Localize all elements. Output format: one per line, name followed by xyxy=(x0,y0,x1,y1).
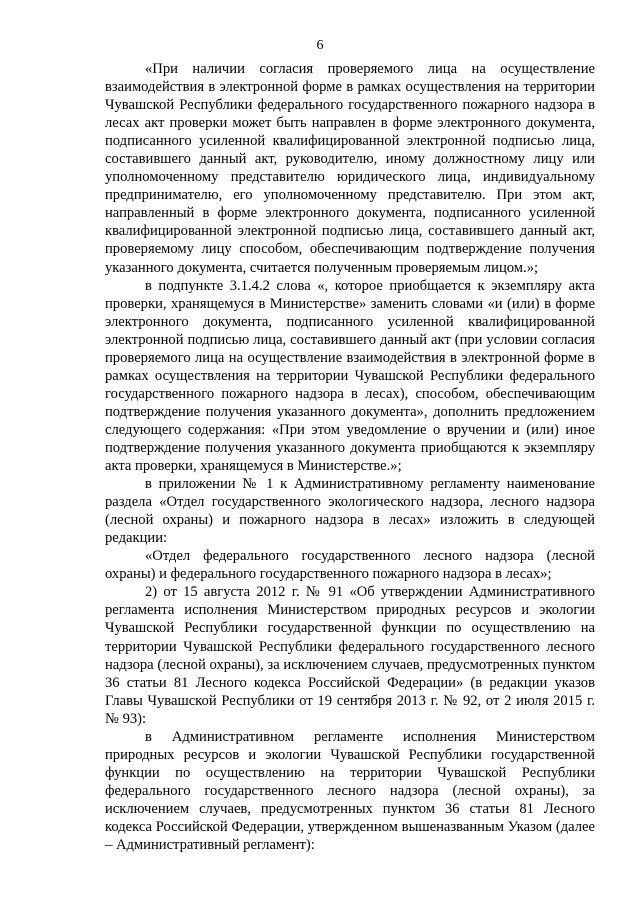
document-body xyxy=(105,60,595,854)
page-number: 6 xyxy=(316,38,324,53)
paragraph-subclause-3-1-4-2: в подпункте 3.1.4.2 слова «, которое приобщается к экземпляру акта проверки, хранящемуся в Министерстве» заменить словами «и (или) в форме электронного документа, подписанного усиленной квалифицированной электронной подписью лица, составившего данный акт (при условии согласия проверяемого лица на осуществление взаимодействия в электронной форме в рамках осуществления на территории Чувашской Республики федерального государственного пожарного надзора в лесах), способом, обеспечивающим подтверждение получения указанного документа», дополнить предложением следующего содержания: «При этом уведомление о вручении и (или) иное подтверждение получения указанного документа приобщаются к экземпляру акта проверки, хранящемуся в Министерстве.»; xyxy=(105,277,595,475)
paragraph-quote-electronic-act: «При наличии согласия проверяемого лица на осуществление взаимодействия в электронной форме в рамках осуществления на территории Чувашской Республики федерального государственного пожарного надзора в лесах акт проверки может быть направлен в форме электронного документа, подписанного усиленной квалифицированной электронной подписью лица, составившего данный акт, руководителю, иному должностному лицу или уполномоченному представителю юридического лица, индивидуальному предпринимателю, его уполномоченному представителю. При этом акт, направленный в форме электронного документа, подписанного усиленной квалифицированной электронной подписью лица, составившего данный акт, проверяемому лицу способом, обеспечивающим подтверждение получения указанного документа, считается полученным проверяемым лицом.»; xyxy=(105,61,595,276)
paragraph-regulation-amendment: в Административном регламенте исполнения Министерством природных ресурсов и экологии Чувашской Республики государственной функции по осуществлению на территории Чувашской Республики федерального государственного лесного надзора (лесной охраны), за исключением случаев, предусмотренных пунктом 36 статьи 81 Лесного кодекса Российской Федерации, утвержденном вышеназванным Указом (далее – Административный регламент): xyxy=(105,728,595,854)
paragraph-item-2-decree: 2) от 15 августа 2012 г. № 91 «Об утверждении Административного регламента исполнения Министерством природных ресурсов и экологии Чувашской Республики государственной функции по осуществлению на территории Чувашской Республики федерального государственного лесного надзора (лесной охраны), за исключением случаев, предусмотренных пунктом 36 статьи 81 Лесного кодекса Российской Федерации» (в редакции указов Главы Чувашской Республики от 19 сентября 2013 г. № 92, от 2 июля 2015 г. № 93): xyxy=(105,584,595,727)
paragraph-appendix-1: в приложении № 1 к Административному регламенту наименование раздела «Отдел государственного экологического надзора, лесного надзора (лесной охраны) и пожарного надзора в лесах» изложить в следующей редакции: xyxy=(105,476,595,547)
paragraph-new-section-name: «Отдел федерального государственного лесного надзора (лесной охраны) и федерального государственного пожарного надзора в лесах»; xyxy=(105,548,595,583)
